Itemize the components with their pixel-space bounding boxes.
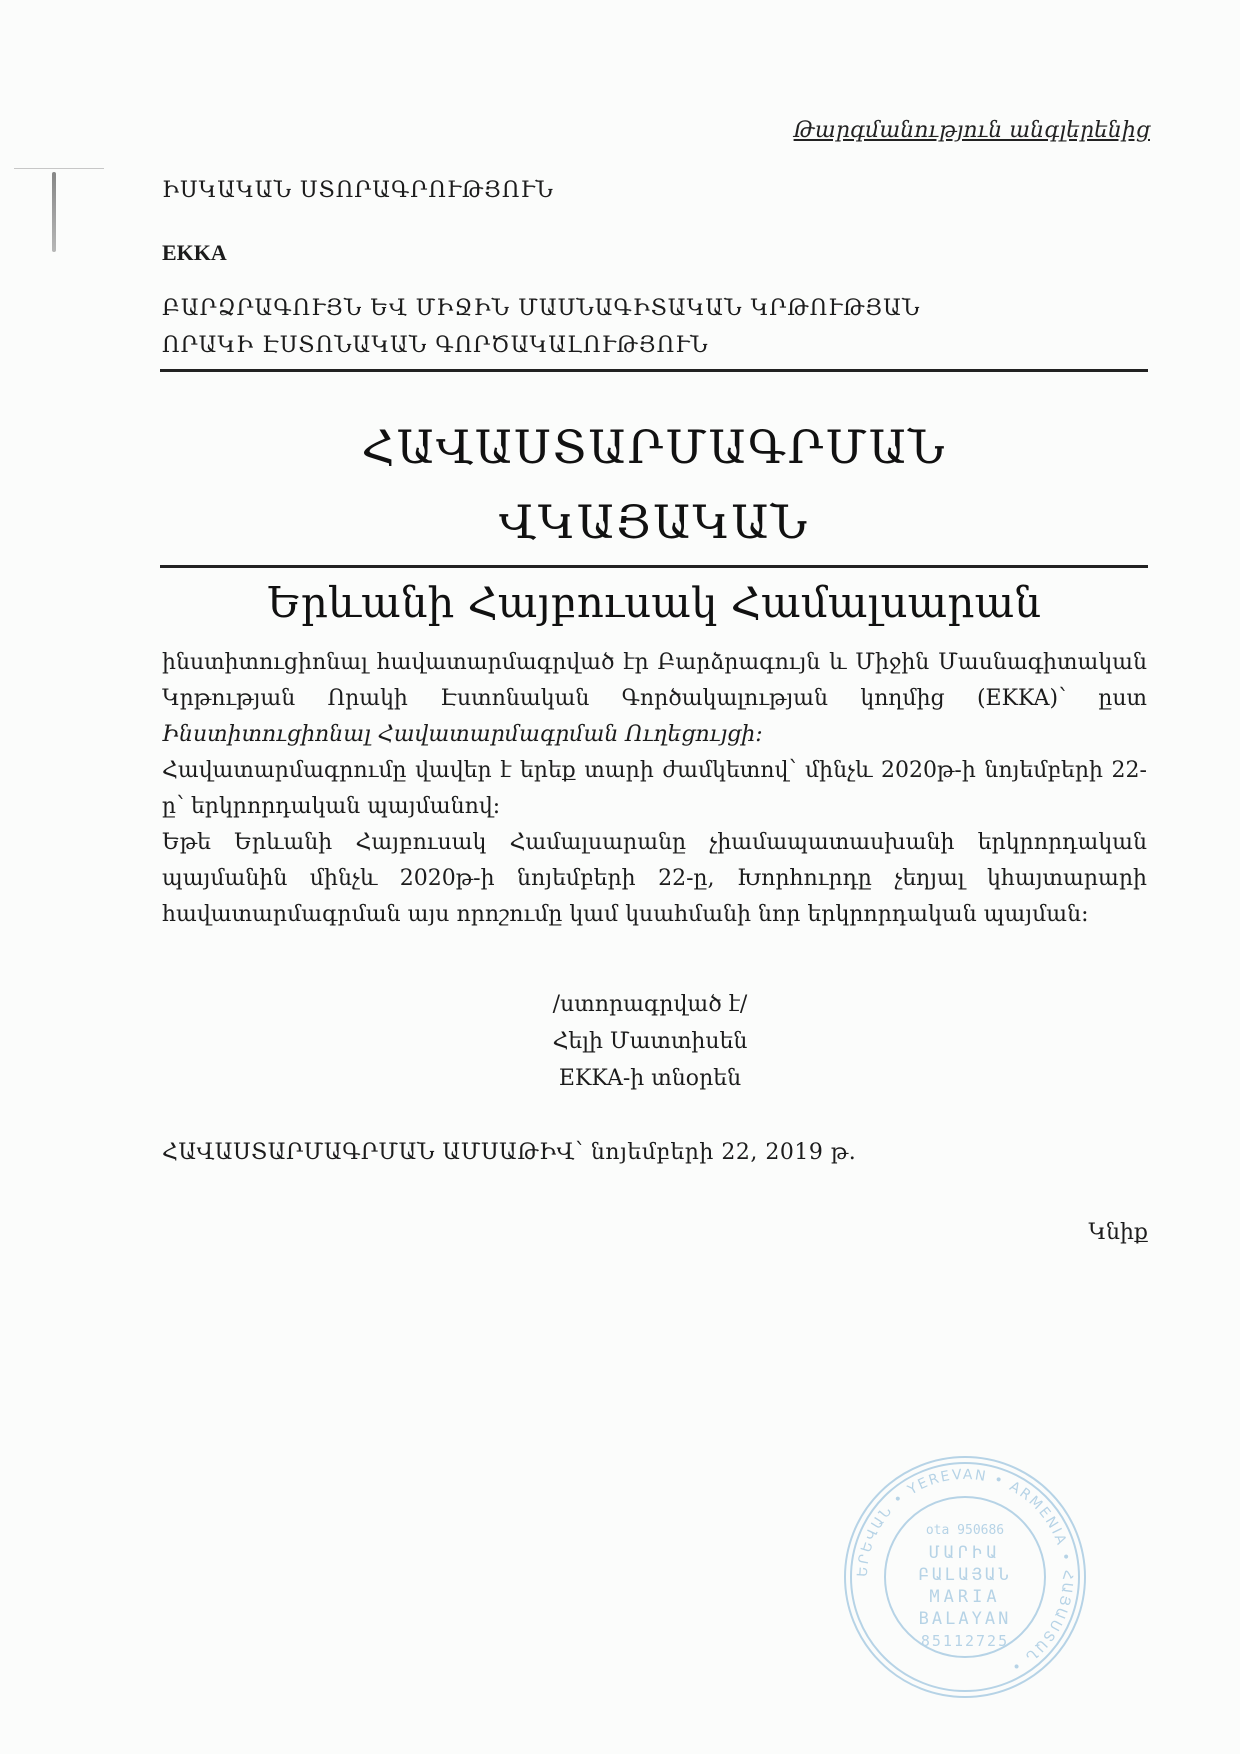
header-agency-line2: ՈՐԱԿԻ ԷՍՏՈՆԱԿԱՆ ԳՈՐԾԱԿԱԼՈՒԹՅՈՒՆ (162, 333, 709, 358)
translation-note: Թարգմանություն անգլերենից (793, 118, 1150, 143)
header-original-signature: ԻՍԿԱԿԱՆ ՍՏՈՐԱԳՐՈՒԹՅՈՒՆ (162, 178, 554, 203)
stamp-name-en2: BALAYAN (918, 1609, 1012, 1629)
body-p1-guideline: Ինստիտուցիոնալ Հավատարմագրման Ուղեցույցի: (162, 722, 763, 747)
stamp-number: 85112725 (920, 1632, 1010, 1650)
certificate-title-line1: ՀԱՎԱՍՏԱՐՄԱԳՐՄԱՆ (361, 420, 947, 474)
certificate-body (162, 645, 1147, 933)
stamp-name-hy2: ԲԱԼԱՅԱՆ (918, 1565, 1012, 1585)
institution-name: Երևանի Հայբուսակ Համալսարան (267, 578, 1041, 627)
signature-name: Հելի Մատտիսեն (552, 1029, 748, 1054)
body-p1-text: ինստիտուցիոնալ հավատարմագրված էր Բարձրագույն և Միջին Մասնագիտական Կրթության Որակի Էստոնական Գործակալության կողմից (EKKA)՝ ըստ (162, 650, 1147, 711)
certificate-title-line2: ՎԿԱՅԱԿԱՆ (498, 495, 810, 549)
header-agency-abbr: EKKA (162, 240, 227, 265)
divider-top (160, 369, 1148, 372)
body-paragraph-accreditation (162, 645, 1147, 753)
seal-label: Կնիք (1088, 1220, 1148, 1245)
scan-binding-mark (52, 172, 56, 252)
signature-block (460, 986, 840, 1097)
stamp-name-hy: ՄԱՐԻԱ (929, 1543, 1001, 1563)
stamp-ring-text: ԵՐԵՎԱՆ • YEREVAN • ARMENIA • ՀԱՅԱՍՏԱՆ • (854, 1466, 1076, 1676)
signature-signed: /ստորագրված է/ (552, 992, 748, 1017)
stamp-seal-icon (840, 1452, 1090, 1702)
stamp-code: ota 950686 (925, 1523, 1005, 1538)
body-paragraph-validity: Հավատարմագրումը վավեր է երեք տարի ժամկետով՝ մինչև 2020թ-ի նոյեմբերի 22-ը՝ երկրորդական պայմանով: (162, 758, 1147, 819)
body-paragraph-condition: Եթե Երևանի Հայբուսակ Համալսարանը չիամապատասխանի երկրորդական պայմանին մինչև 2020թ-ի նոյեմբերի 22-ը, Խորհուրդը չեղյալ կհայտարարի հավատարմագրման այս որոշումը կամ կսահմանի նոր երկրորդական պայման: (162, 830, 1147, 927)
signature-role: EKKA-ի տնօրեն (558, 1066, 742, 1091)
accreditation-date: ՀԱՎԱՍՏԱՐՄԱԳՐՄԱՆ ԱՄՍԱԹԻՎ՝ նոյեմբերի 22, 2019 թ. (162, 1140, 857, 1165)
stamp-name-en: MARIA (929, 1587, 1001, 1607)
header-agency-line1: ԲԱՐՁՐԱԳՈՒՅՆ ԵՎ ՄԻՋԻՆ ՄԱՍՆԱԳԻՏԱԿԱՆ ԿՐԹՈՒԹՅԱՆ (162, 296, 921, 321)
divider-bottom (160, 565, 1148, 568)
translator-stamp (840, 1452, 1090, 1702)
scan-edge-line (14, 168, 104, 169)
